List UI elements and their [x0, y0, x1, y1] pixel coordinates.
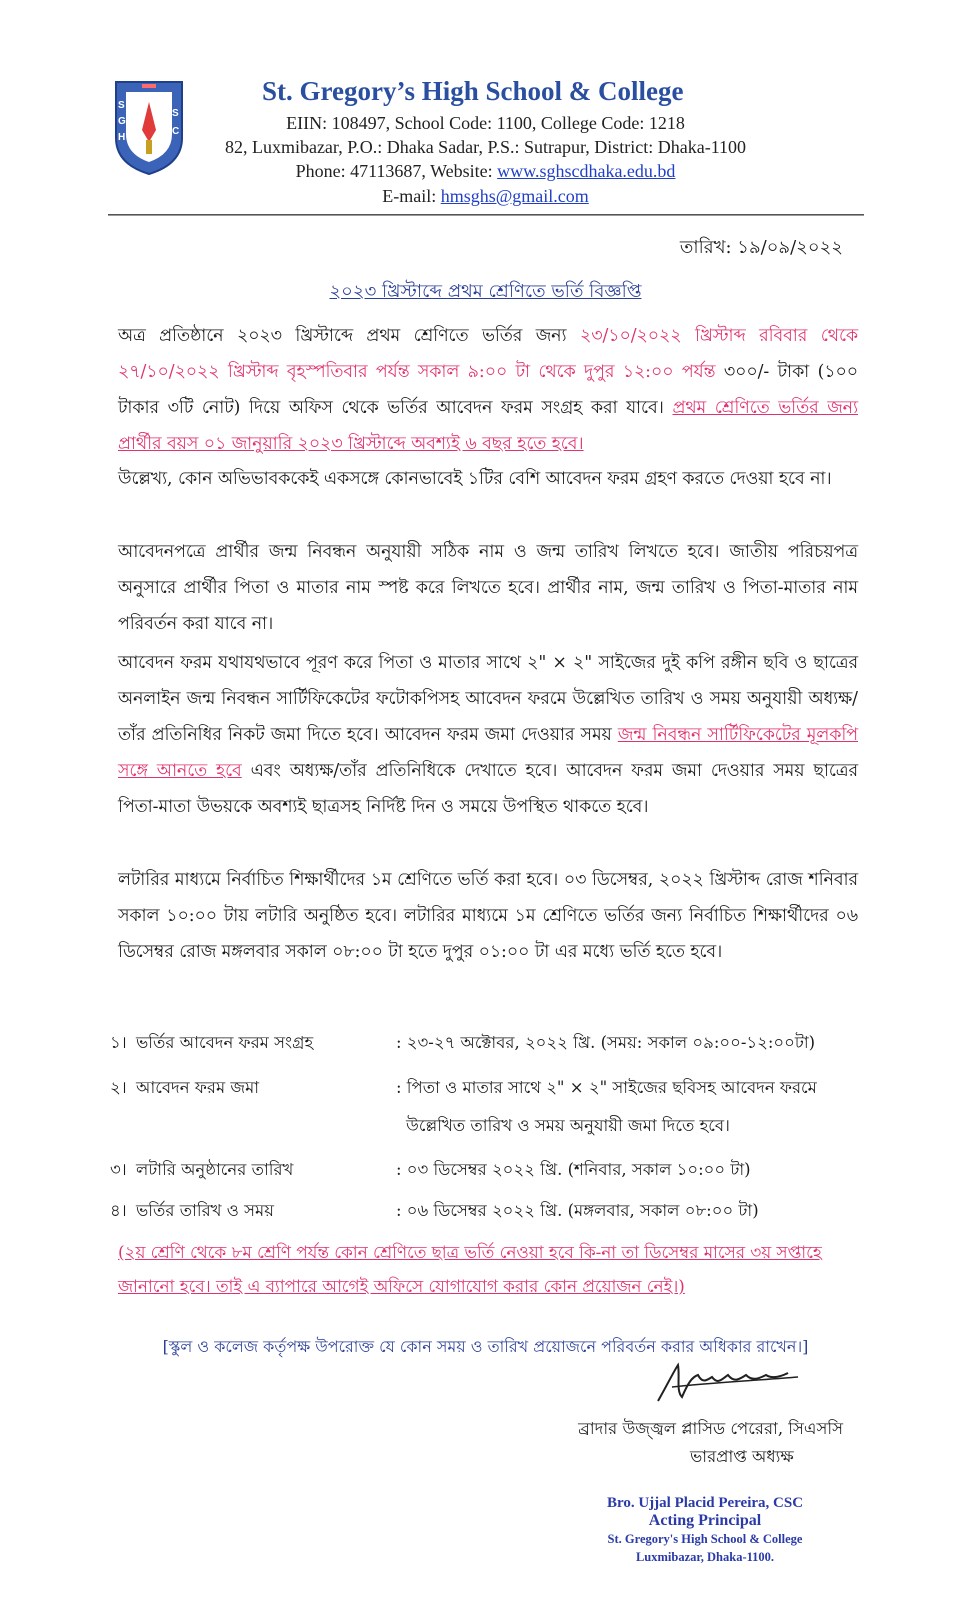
notice-date: তারিখ: ১৯/০৯/২০২২ [679, 237, 843, 258]
schedule-num: ১। [110, 1033, 127, 1052]
schedule-label: ভর্তির তারিখ ও সময় [136, 1201, 274, 1220]
schedule-value: : ০৬ ডিসেম্বর ২০২২ খ্রি. (মঙ্গলবার, সকাল ০৮:০০ টা) [396, 1201, 759, 1220]
school-name: St. Gregory’s High School & College [262, 76, 684, 106]
schedule-label: ভর্তির আবেদন ফরম সংগ্রহ [136, 1033, 314, 1052]
paragraph-2: উল্লেখ্য, কোন অভিভাবককেই একসঙ্গে কোনভাবেই ১টির বেশি আবেদন ফরম গ্রহণ করতে দেওয়া হবে না। [118, 469, 832, 489]
eiin-line: EIIN: 108497, School Code: 1100, College Code: 1218 [286, 113, 685, 133]
schedule-value: : ০৩ ডিসেম্বর ২০২২ খ্রি. (শনিবার, সকাল ১০:০০ টা) [396, 1160, 751, 1179]
website-link[interactable]: www.sghscdhaka.edu.bd [497, 161, 676, 181]
email-link[interactable]: hmsghs@gmail.com [440, 186, 589, 206]
schedule-num: ২। [110, 1078, 127, 1097]
stamp-line: Acting Principal [648, 1512, 762, 1529]
stamp-line: Bro. Ujjal Placid Pereira, CSC [606, 1495, 804, 1511]
form-collection-period: ২৩/১০/২০২২ খ্রিস্টাব্দ রবিবার থেকে ২৭/১০/২০২২ খ্রিস্টাব্দ বৃহস্পতিবার পর্যন্ত সকাল ৯:০০ টা থেকে দুপুর ১২:০০ পর্যন্ত [118, 326, 858, 382]
notice-title: ২০২৩ খ্রিস্টাব্দে প্রথম শ্রেণিতে ভর্তি বিজ্ঞপ্তি [329, 281, 642, 302]
email-label: E-mail: [382, 186, 441, 206]
higher-class-note: (২য় শ্রেণি থেকে ৮ম শ্রেণি পর্যন্ত কোন শ্রেণিতে ছাত্র ভর্তি নেওয়া হবে কি-না তা ডিসেম্বর মাসের ৩য় সপ্তাহে জানানো হবে। তাই এ ব্যাপারে আগেই অফিসে যোগাযোগ করার কোন প্রয়োজন নেই।) [118, 1242, 822, 1296]
signature-image [648, 1357, 818, 1409]
stamp-line: Luxmibazar, Dhaka-1100. [635, 1550, 775, 1564]
svg-text:S: S [172, 108, 179, 119]
principal-stamp [600, 1494, 810, 1566]
authority-note: [স্কুল ও কলেজ কর্তৃপক্ষ উপরোক্ত যে কোন সময় ও তারিখ প্রয়োজনে পরিবর্তন করার অধিকার রাখেন।] [162, 1337, 809, 1356]
svg-text:S: S [118, 100, 125, 111]
paragraph-3: আবেদনপত্রে প্রার্থীর জন্ম নিবন্ধন অনুযায়ী সঠিক নাম ও জন্ম তারিখ লিখতে হবে। জাতীয় পরিচয়পত্র অনুসারে প্রার্থীর পিতা ও মাতার নাম স্পষ্ট করে লিখতে হবে। প্রার্থীর নাম, জন্ম তারিখ ও পিতা-মাতার নাম পরিবর্তন করা যাবে না। [118, 542, 858, 634]
paragraph-5: লটারির মাধ্যমে নির্বাচিত শিক্ষার্থীদের ১ম শ্রেণিতে ভর্তি করা হবে। ০৩ ডিসেম্বর, ২০২২ খ্রিস্টাব্দ রোজ শনিবার সকাল ১০:০০ টায় লটারি অনুষ্ঠিত হবে। লটারির মাধ্যমে ১ম শ্রেণিতে ভর্তির জন্য নির্বাচিত শিক্ষার্থীদের ০৬ ডিসেম্বর রোজ মঙ্গলবার সকাল ০৮:০০ টা হতে দুপুর ০১:০০ টা এর মধ্যে ভর্তি হতে হবে। [118, 870, 858, 962]
schedule-num: ৩। [110, 1160, 127, 1179]
schedule-num: ৪। [110, 1201, 127, 1220]
schedule-label: লটারি অনুষ্ঠানের তারিখ [136, 1160, 294, 1179]
stamp-line: St. Gregory's High School & College [607, 1532, 803, 1546]
birth-certificate-note: জন্ম নিবন্ধন সার্টিফিকেটের মূলকপি সঙ্গে আনতে হবে [118, 725, 858, 781]
email-line [0, 186, 971, 207]
schedule-value: : ২৩-২৭ অক্টোবর, ২০২২ খ্রি. (সময়: সকাল ০৯:০০-১২:০০টা) [396, 1033, 816, 1052]
paragraph-4: আবেদন ফরম যথাযথভাবে পূরণ করে পিতা ও মাতার সাথে ২" × ২" সাইজের দুই কপি রঙ্গীন ছবি ও ছাত্রের অনলাইন জন্ম নিবন্ধন সার্টিফিকেটের ফটোকপিসহ আবেদন ফরমে উল্লেখিত তারিখ ও সময় অনুযায়ী অধ্যক্ষ/তাঁর প্রতিনিধির নিকট জমা দিতে হবে। আবেদন ফরম জমা দেওয়ার সময় জন্ম নিবন্ধন সার্টিফিকেটের মূলকপি সঙ্গে আনতে হবে এবং অধ্যক্ষ/তাঁর প্রতিনিধিকে দেখাতে হবে। আবেদন ফরম জমা দেওয়ার সময় ছাত্রের পিতা-মাতা উভয়কে অবশ্যই ছাত্রসহ নির্দিষ্ট দিন ও সময়ে উপস্থিত থাকতে হবে। [118, 653, 858, 817]
schedule-value-cont: উল্লেখিত তারিখ ও সময় অনুযায়ী জমা দিতে হবে। [406, 1116, 730, 1135]
svg-text:H: H [118, 132, 126, 143]
schedule-value: : পিতা ও মাতার সাথে ২" × ২" সাইজের ছবিসহ আবেদন ফরমে [396, 1078, 817, 1097]
header-divider [108, 214, 864, 216]
age-requirement: প্রথম শ্রেণিতে ভর্তির জন্য প্রার্থীর বয়স ০১ জানুয়ারি ২০২৩ খ্রিস্টাব্দে অবশ্যই ৬ বছর হতে হবে। [118, 398, 859, 454]
address-line: 82, Luxmibazar, P.O.: Dhaka Sadar, P.S.: Sutrapur, District: Dhaka-1100 [224, 137, 747, 157]
signatory-name: ব্রাদার উজ্জ্বল প্লাসিড পেরেরা, সিএসসি [578, 1419, 843, 1438]
paragraph-1: অত্র প্রতিষ্ঠানে ২০২৩ খ্রিস্টাব্দে প্রথম শ্রেণিতে ভর্তির জন্য ২৩/১০/২০২২ খ্রিস্টাব্দ রবিবার থেকে ২৭/১০/২০২২ খ্রিস্টাব্দ বৃহস্পতিবার পর্যন্ত সকাল ৯:০০ টা থেকে দুপুর ১২:০০ পর্যন্ত ৩০০/- টাকা (১০০ টাকার ৩টি নোট) দিয়ে অফিস থেকে ভর্তির আবেদন ফরম সংগ্রহ করা যাবে। প্রথম শ্রেণিতে ভর্তির জন্য প্রার্থীর বয়স ০১ জানুয়ারি ২০২৩ খ্রিস্টাব্দে অবশ্যই ৬ বছর হতে হবে। [118, 326, 859, 454]
svg-text:G: G [118, 116, 126, 127]
signatory-designation: ভারপ্রাপ্ত অধ্যক্ষ [690, 1447, 794, 1466]
svg-text:C: C [172, 126, 180, 137]
schedule-label: আবেদন ফরম জমা [136, 1078, 260, 1097]
phone-website-line [0, 161, 971, 182]
phone-label: Phone: 47113687, Website: [295, 161, 498, 181]
